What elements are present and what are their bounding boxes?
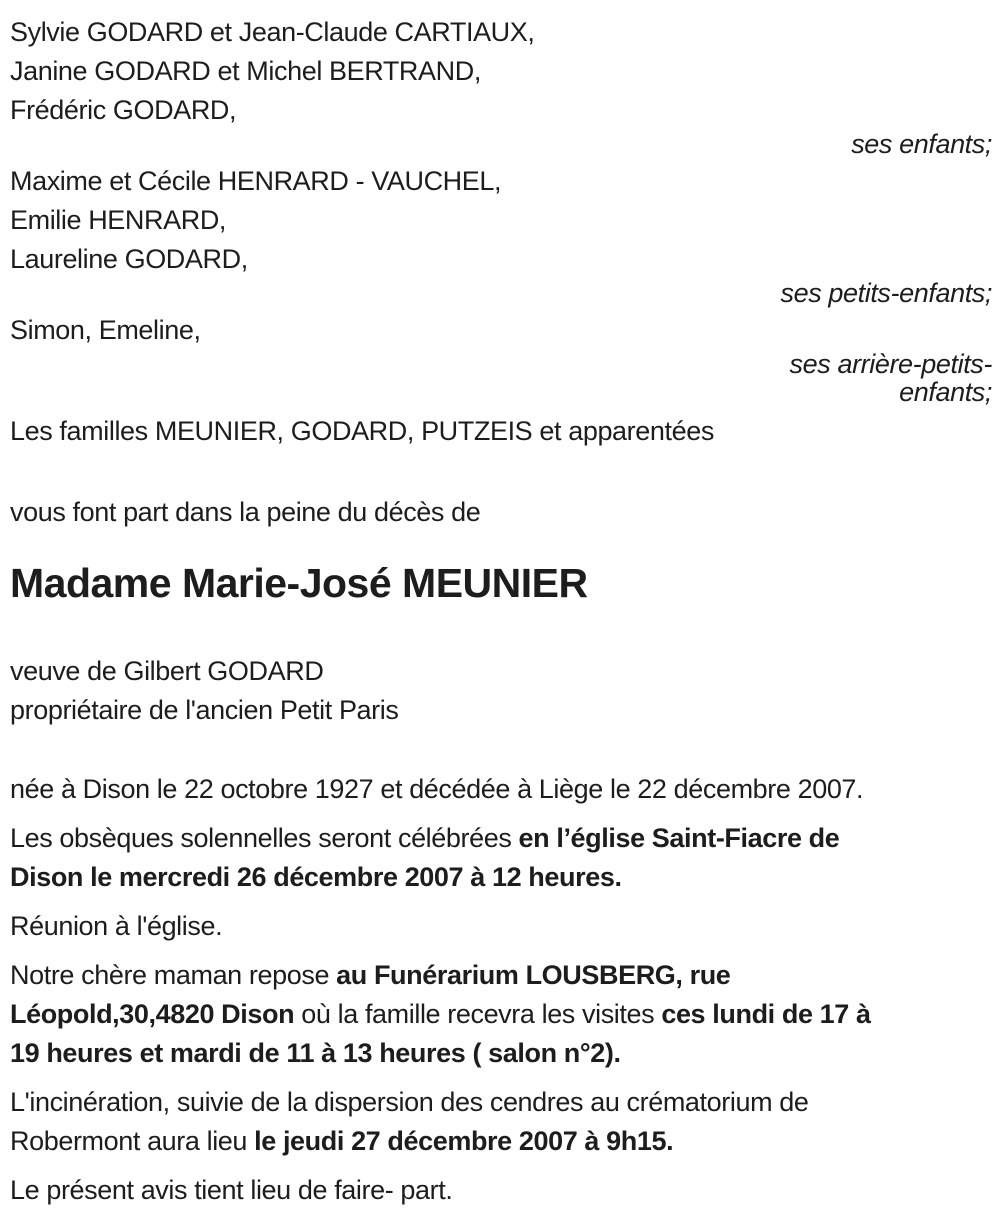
life-dates-paragraph — [10, 770, 992, 809]
meeting-paragraph — [10, 907, 992, 946]
closing-text: Le présent avis tient lieu de faire- part. — [10, 1175, 453, 1205]
announcement-intro-text: vous font part dans la peine du décès de — [10, 497, 481, 527]
family-name-line: Janine GODARD et Michel BERTRAND, — [10, 56, 481, 86]
deceased-name-title: Madame Marie-José MEUNIER — [10, 560, 588, 606]
great-grandchildren-group — [10, 311, 992, 406]
widow-block — [10, 652, 992, 730]
visitation-line-2 — [10, 995, 992, 1034]
grandchildren-names — [10, 162, 992, 279]
cremation-line-2 — [10, 1122, 992, 1161]
relation-label-text: ses petits-enfants; — [780, 278, 992, 308]
cremation-line-1: L'incinération, suivie de la dispersion des cendres au crématorium de — [10, 1087, 809, 1117]
related-families-text: Les familles MEUNIER, GODARD, PUTZEIS et apparentées — [10, 416, 714, 446]
ceremony-line-1 — [10, 819, 992, 858]
meeting-text: Réunion à l'église. — [10, 911, 223, 941]
grandchildren-relation-label — [10, 279, 992, 307]
ceremony-intro-text: Les obsèques solennelles seront célébrées — [10, 823, 519, 853]
visitation-intro-text: Notre chère maman repose — [10, 960, 337, 990]
family-name-line: Sylvie GODARD et Jean-Claude CARTIAUX, — [10, 17, 535, 47]
family-name-line: Emilie HENRARD, — [10, 205, 227, 235]
cremation-place-text: Robermont aura lieu — [10, 1126, 255, 1156]
widow-line: veuve de Gilbert GODARD — [10, 656, 324, 686]
family-name-line: Simon, Emeline, — [10, 315, 201, 345]
children-relation-label — [10, 130, 992, 158]
ceremony-date-bold: Dison le mercredi 26 décembre 2007 à 12 heures. — [10, 862, 622, 892]
relation-label-text: enfants; — [899, 377, 992, 407]
address-bold: Léopold,30,4820 Dison — [10, 999, 295, 1029]
relation-label-text: ses enfants; — [851, 129, 992, 159]
family-name-line: Laureline GODARD, — [10, 244, 248, 274]
children-group — [10, 13, 992, 158]
relation-label-text: ses arrière-petits- — [789, 349, 992, 379]
visitation-mid-text: où la famille recevra les visites — [294, 999, 662, 1029]
cremation-paragraph — [10, 1083, 992, 1161]
ceremony-paragraph — [10, 819, 992, 897]
occupation-line: propriétaire de l'ancien Petit Paris — [10, 695, 399, 725]
family-name-line: Maxime et Cécile HENRARD - VAUCHEL, — [10, 166, 502, 196]
related-families-line — [10, 412, 992, 451]
great-grandchildren-names — [10, 311, 992, 350]
ceremony-church-bold: en l’église Saint-Fiacre de — [518, 823, 840, 853]
closing-paragraph — [10, 1171, 992, 1210]
visitation-line-3 — [10, 1034, 992, 1073]
life-dates-text: née à Dison le 22 octobre 1927 et décédée à Liège le 22 décembre 2007. — [10, 774, 864, 804]
visitation-line-1 — [10, 956, 992, 995]
children-names — [10, 13, 992, 130]
announcement-intro — [10, 493, 992, 532]
ceremony-line-2 — [10, 858, 992, 897]
great-grandchildren-relation-label — [10, 350, 992, 406]
funerarium-bold: au Funérarium LOUSBERG, rue — [336, 960, 731, 990]
visitation-paragraph — [10, 956, 992, 1073]
grandchildren-group — [10, 162, 992, 307]
visit-hours-bold-start: ces lundi de 17 à — [661, 999, 871, 1029]
cremation-date-bold: le jeudi 27 décembre 2007 à 9h15. — [254, 1126, 674, 1156]
family-name-line: Frédéric GODARD, — [10, 95, 237, 125]
visit-hours-bold-end: 19 heures et mardi de 11 à 13 heures ( salon n°2). — [10, 1038, 621, 1068]
